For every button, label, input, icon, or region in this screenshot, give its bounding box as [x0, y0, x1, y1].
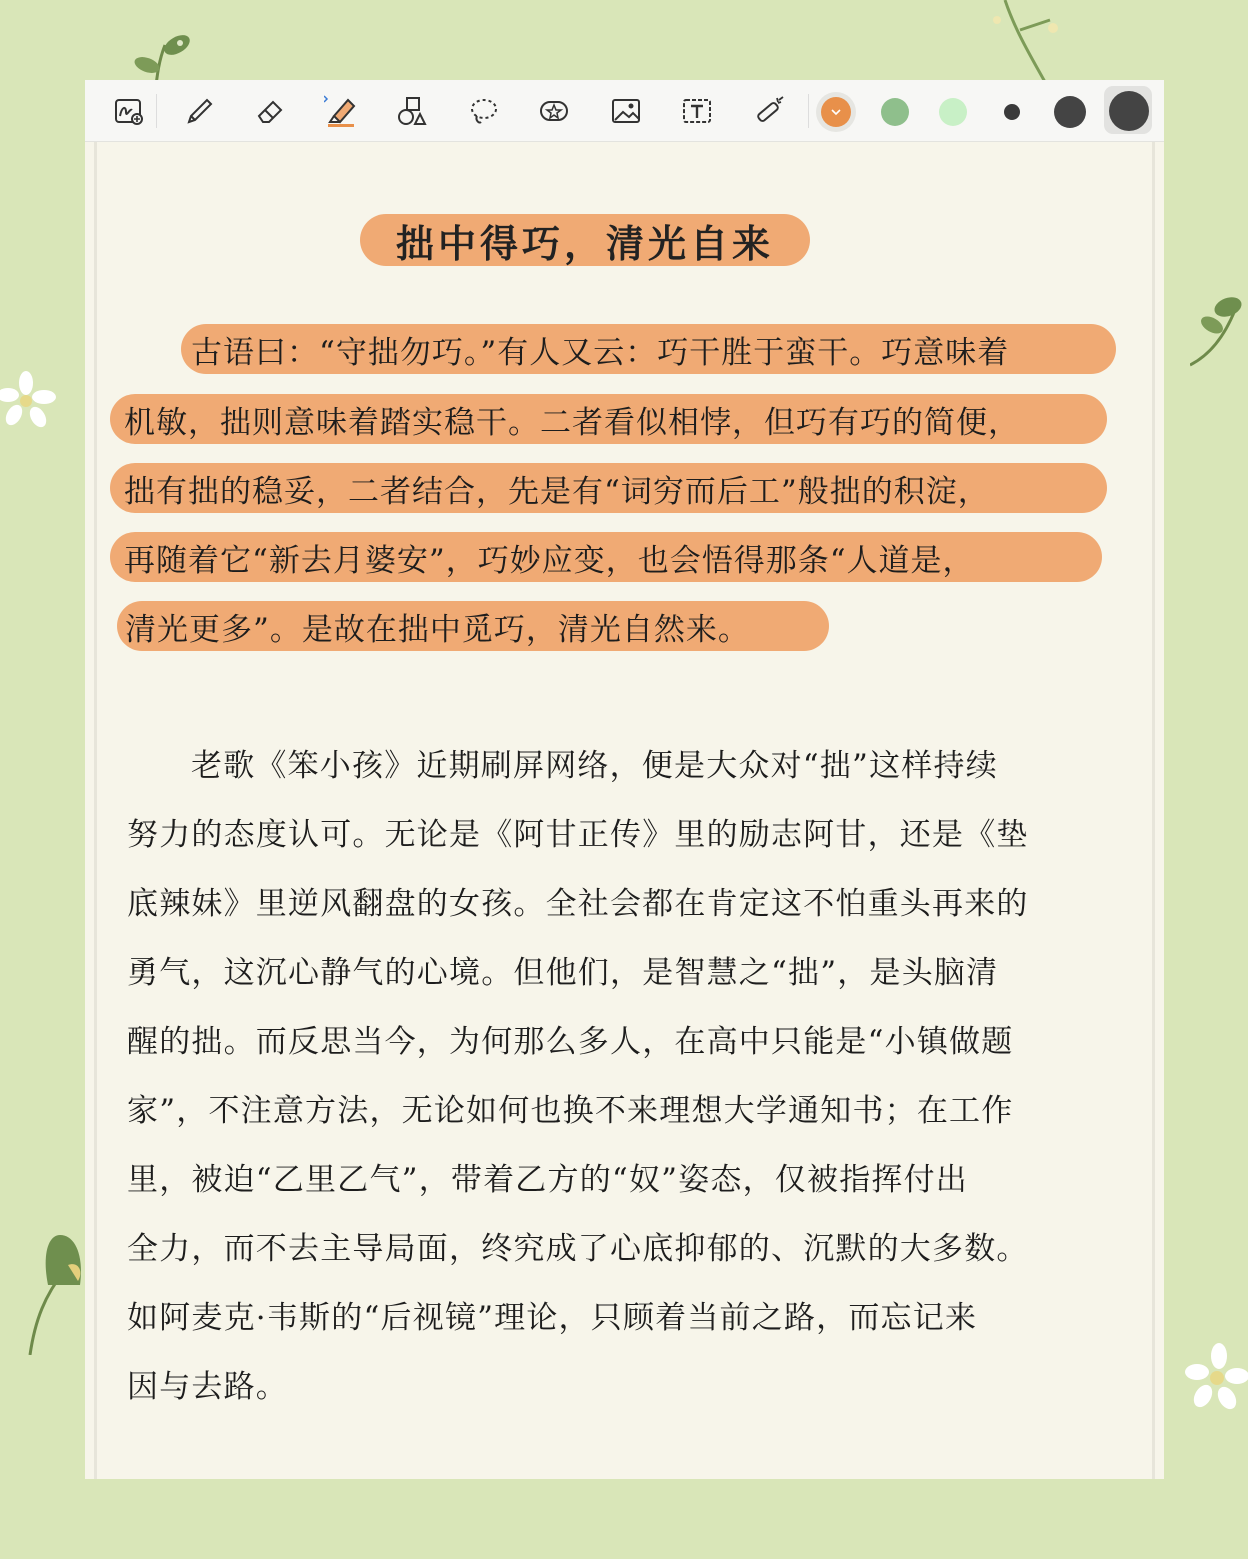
body-line: 勇气，这沉心静气的心境。但他们，是智慧之“拙”，是头脑清	[127, 955, 999, 991]
highlighter-icon[interactable]	[318, 88, 364, 134]
body-line: 家”，不注意方法，无论如何也换不来理想大学通知书；在工作	[127, 1093, 1014, 1129]
color-swatch-orange[interactable]	[821, 97, 851, 127]
highlight-text: 再随着它“新去月婆安”，巧妙应变，也会悟得那条“人道是，	[124, 542, 975, 579]
body-line: 如阿麦克·韦斯的“后视镜”理论，只顾着当前之路，而忘记来	[127, 1300, 978, 1336]
body-line: 里，被迫“乙里乙气”，带着乙方的“奴”姿态，仅被指挥付出	[127, 1162, 968, 1198]
text-box-icon[interactable]	[674, 88, 720, 134]
chevron-down-icon	[831, 108, 841, 116]
title-highlight	[360, 214, 810, 266]
sticker-icon[interactable]	[531, 88, 577, 134]
color-swatch-green[interactable]	[881, 98, 909, 126]
stroke-size-medium[interactable]	[1054, 96, 1086, 128]
highlighted-line	[181, 324, 1116, 374]
handwriting-zoom-icon[interactable]	[106, 88, 152, 134]
color-swatch-light-green[interactable]	[939, 98, 967, 126]
shapes-icon[interactable]	[389, 88, 435, 134]
leaf-decoration-right	[1190, 285, 1248, 375]
flower-decoration-right	[1185, 1340, 1248, 1415]
body-line: 老歌《笨小孩》近期刷屏网络，便是大众对“拙”这样持续	[191, 748, 998, 784]
highlighted-line	[110, 463, 1107, 513]
body-line: 底辣妹》里逆风翻盘的女孩。全社会都在肯定这不怕重头再来的	[127, 886, 1029, 922]
body-line: 努力的态度认可。无论是《阿甘正传》里的励志阿甘，还是《垫	[127, 817, 1029, 853]
body-line: 全力，而不去主导局面，终究成了心底抑郁的、沉默的大多数。	[127, 1231, 1029, 1267]
highlighted-line	[110, 532, 1102, 582]
lasso-icon[interactable]	[461, 88, 507, 134]
stroke-size-large[interactable]	[1109, 91, 1149, 131]
highlight-text: 古语曰：“守拙勿巧。”有人又云：巧干胜于蛮干。巧意味着	[191, 334, 1010, 371]
highlighted-line	[117, 601, 829, 651]
highlighted-line	[110, 394, 1107, 444]
page-title: 拙中得巧，清光自来	[395, 220, 774, 266]
stroke-size-small[interactable]	[1004, 104, 1020, 120]
highlight-text: 拙有拙的稳妥，二者结合，先是有“词穷而后工”般拙的积淀，	[124, 473, 990, 510]
toolbar-divider	[156, 94, 157, 128]
eraser-icon[interactable]	[247, 88, 293, 134]
body-line: 醒的拙。而反思当今，为何那么多人，在高中只能是“小镇做题	[127, 1024, 1014, 1060]
body-paragraph	[127, 732, 1122, 1422]
image-icon[interactable]	[603, 88, 649, 134]
body-line: 因与去路。	[127, 1369, 288, 1405]
branch-decoration-top-right	[975, 0, 1075, 82]
bell-flower-decoration-left	[20, 1225, 90, 1355]
highlight-text: 清光更多”。是故在拙中觅巧，清光自然来。	[125, 611, 750, 648]
pen-icon[interactable]	[177, 88, 223, 134]
flower-decoration-left	[0, 365, 60, 435]
laser-pointer-icon[interactable]	[745, 88, 791, 134]
note-page[interactable]	[85, 142, 1164, 1479]
highlight-text: 机敏，拙则意味着踏实稳干。二者看似相悖，但巧有巧的简便，	[124, 404, 1020, 441]
toolbar-divider	[808, 94, 809, 128]
